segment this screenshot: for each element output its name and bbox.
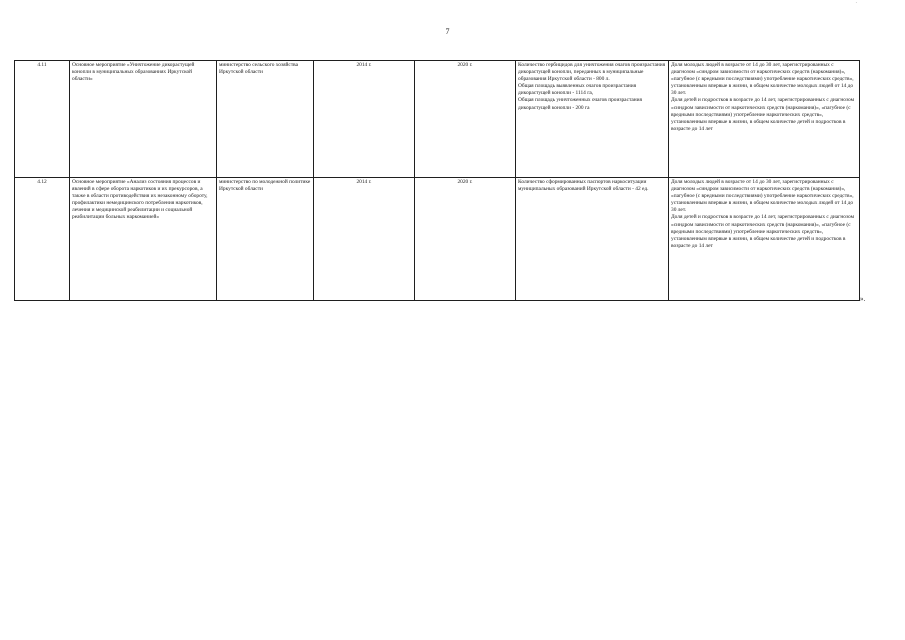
event-name: Основное мероприятие «Анализ состояния процессов и явлений в сфере оборота наркотиков и их прекурсоров, а также в области противодействия их незаконному обороту, профилактики немедицинского потребления наркотиков, лечения и медицинской реабилитации и социальной реабилитации больных наркоманией» <box>70 178 217 301</box>
event-name: Основное мероприятие «Уничтожение дикорастущей конопли в муниципальных образованиях Иркутской области» <box>70 61 217 178</box>
closing-quote-mark: ». <box>860 295 866 303</box>
indicators: Количество гербицидов для уничтожения очагов произрастания дикорастущей конопли, переданных в муниципальные образования Иркутской области - 800 л. Общая площадь выявленных очагов произрастания дикорастущей конопли - 1114 га, Общая площадь уничтоженных очагов произрастания дикорастущей конопли - 200 га <box>516 61 669 178</box>
corner-mark: · <box>855 1 857 6</box>
row-number: 4.11 <box>15 61 70 178</box>
table-row <box>15 61 860 178</box>
program-events-table <box>14 60 860 301</box>
start-year: 2014 г. <box>314 61 415 178</box>
table-row <box>15 178 860 301</box>
executor: министерство сельского хозяйства Иркутской области <box>217 61 314 178</box>
page-number: 7 <box>445 27 450 36</box>
end-year: 2020 г. <box>415 178 516 301</box>
start-year: 2014 г. <box>314 178 415 301</box>
results: Доля молодых людей в возрасте от 14 до 30 лет, зарегистрированных с диагнозом «синдром зависимости от наркотических средств (наркомания)», «пагубное (с вредными последствиями) употребление наркотических средств», установленным впервые в жизни, в общем количестве молодых людей от 14 до 30 лет. Доля детей и подростков в возрасте до 14 лет, зарегистрированных с диагнозом «синдром зависимости от наркотических средств (наркомания)», «пагубное (с вредными последствиями) употребление наркотических средств», установленным впервые в жизни, в общем количестве детей и подростков в возрасте до 14 лет <box>669 178 860 301</box>
executor: министерство по молодежной политике Иркутской области <box>217 178 314 301</box>
results: Доля молодых людей в возрасте от 14 до 30 лет, зарегистрированных с диагнозом «синдром зависимости от наркотических средств (наркомания)», «пагубное (с вредными последствиями) употребление наркотических средств», установленным впервые в жизни, в общем количестве молодых людей от 14 до 30 лет. Доля детей и подростков в возрасте до 14 лет, зарегистрированных с диагнозом «синдром зависимости от наркотических средств (наркомания)», «пагубное (с вредными последствиями) употребление наркотических средств», установленным впервые в жизни, в общем количестве детей и подростков в возрасте до 14 лет <box>669 61 860 178</box>
indicators: Количество сформированных паспортов наркоситуации муниципальных образований Иркутской области - 42 ед. <box>516 178 669 301</box>
row-number: 4.12 <box>15 178 70 301</box>
end-year: 2020 г. <box>415 61 516 178</box>
